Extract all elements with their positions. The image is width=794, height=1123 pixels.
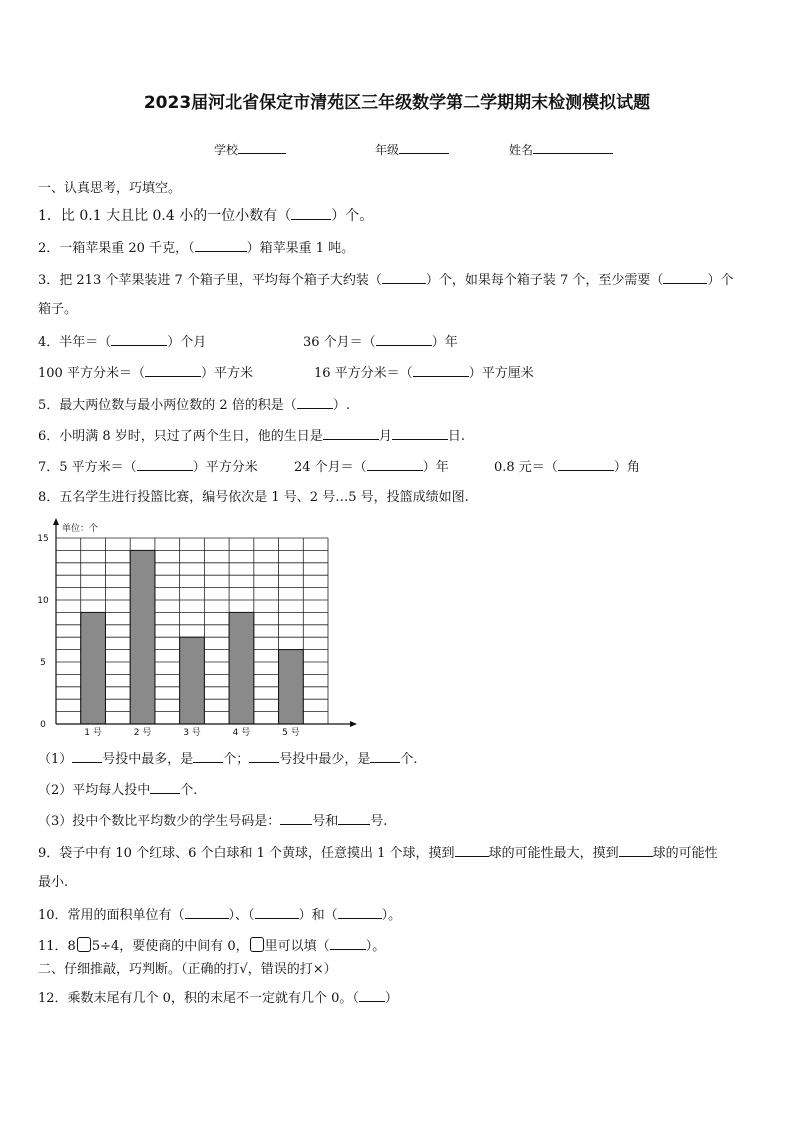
q10-sep-2: ）和（ xyxy=(298,908,338,923)
question-8: 8．五名学生进行投篮比赛，编号依次是 1 号、2 号…5 号，投篮成绩如图. xyxy=(38,490,469,505)
question-9 xyxy=(38,844,718,862)
q8-1-blank-1[interactable] xyxy=(72,750,102,763)
q4a-text: 4．半年＝（ xyxy=(38,335,112,350)
q11-text: 11．8 xyxy=(38,939,76,954)
name-label: 姓名 xyxy=(509,143,534,157)
q7a-text: 7．5 平方米＝（ xyxy=(38,460,137,475)
q3-blank-2[interactable] xyxy=(663,271,707,284)
question-8-part-1 xyxy=(38,750,417,768)
q8-1-blank-2[interactable] xyxy=(193,750,223,763)
x-tick-label: 3 号 xyxy=(183,728,201,738)
q11-text-2: 里可以填（ xyxy=(264,939,330,954)
q10-blank-2[interactable] xyxy=(255,906,299,919)
q4a-blank[interactable] xyxy=(111,333,167,346)
q12-text: 12．乘数末尾有几个 0，积的末尾不一定就有几个 0。（ xyxy=(38,991,359,1006)
school-label: 学校 xyxy=(214,143,239,157)
question-4d xyxy=(314,364,534,382)
q10-sep-1: ）、（ xyxy=(228,908,255,923)
bar xyxy=(180,637,205,724)
q9-text: 9．袋子中有 10 个红球、6 个白球和 1 个黄球，任意摸出 1 个球，摸到 xyxy=(38,846,455,861)
bar xyxy=(81,612,106,724)
q8-1-blank-3[interactable] xyxy=(249,750,279,763)
q4b-unit: ）年 xyxy=(431,335,458,350)
q5-text: 5．最大两位数与最小两位数的 2 倍的积是（ xyxy=(38,398,297,413)
q9-blank-2[interactable] xyxy=(619,844,653,857)
q8-3-text-mid: 号和 xyxy=(312,814,339,829)
q11-blank[interactable] xyxy=(330,937,366,950)
school-blank[interactable] xyxy=(238,141,286,154)
q6-blank-day[interactable] xyxy=(392,427,448,440)
q1-text-end: ）个。 xyxy=(331,208,374,224)
q12-blank[interactable] xyxy=(359,989,385,1002)
q11-box-1[interactable] xyxy=(77,937,91,952)
q11-box-2 xyxy=(250,937,264,952)
q9-text-mid: 球的可能性最大，摸到 xyxy=(488,846,619,861)
section-1-heading: 一、认真思考，巧填空。 xyxy=(38,181,182,196)
question-12 xyxy=(38,989,398,1007)
q4d-blank[interactable] xyxy=(413,364,469,377)
chart-unit-label: 单位：个 xyxy=(62,524,99,534)
x-tick-label: 4 号 xyxy=(232,728,251,738)
y-axis-arrow-icon xyxy=(53,518,59,525)
q10-text-end: ）。 xyxy=(381,908,402,923)
page-title: 2023届河北省保定市清苑区三年级数学第二学期期末检测模拟试题 xyxy=(143,93,651,113)
q3-text-mid: ）个，如果每个箱子装 7 个，至少需要（ xyxy=(425,273,664,288)
x-tick-label: 5 号 xyxy=(282,728,300,738)
q4d-text: 16 平方分米＝（ xyxy=(314,366,413,381)
question-7b xyxy=(294,458,449,476)
x-tick-label: 2 号 xyxy=(133,728,152,738)
question-6 xyxy=(38,427,465,445)
name-field xyxy=(509,141,613,158)
q10-text: 10．常用的面积单位有（ xyxy=(38,908,185,923)
q7a-blank[interactable] xyxy=(137,458,193,471)
q4a-unit: ）个月 xyxy=(167,335,207,350)
q6-day-label: 日. xyxy=(447,429,465,444)
question-3-continued: 箱子。 xyxy=(38,302,78,317)
question-1 xyxy=(38,207,373,224)
x-tick-label: 1 号 xyxy=(84,728,102,738)
grade-label: 年级 xyxy=(375,143,400,157)
q7b-unit: ）年 xyxy=(422,460,449,475)
q8-1-text-end: 个. xyxy=(400,752,418,767)
q2-text: 2．一箱苹果重 20 千克，（ xyxy=(38,241,195,256)
q2-text-end: ）箱苹果重 1 吨。 xyxy=(246,241,355,256)
question-5 xyxy=(38,396,350,414)
question-7a xyxy=(38,458,258,476)
q1-blank[interactable] xyxy=(291,207,331,220)
question-9-continued: 最小. xyxy=(38,875,69,890)
q8-3-text-end: 号. xyxy=(370,814,388,829)
y-tick-label: 5 xyxy=(40,658,46,668)
q9-text-end: 球的可能性 xyxy=(652,846,718,861)
q8-3-blank-2[interactable] xyxy=(338,812,370,825)
q7c-text: 0.8 元＝（ xyxy=(494,460,558,475)
bar-chart xyxy=(28,518,368,738)
q10-blank-1[interactable] xyxy=(185,906,229,919)
q4c-unit: ）平方米 xyxy=(200,366,253,381)
q8-1-blank-4[interactable] xyxy=(370,750,400,763)
question-4a xyxy=(38,333,206,351)
question-4b xyxy=(303,333,458,351)
q4b-text: 36 个月＝（ xyxy=(303,335,376,350)
y-tick-label: 10 xyxy=(37,596,49,606)
q8-2-text: （2）平均每人投中 xyxy=(38,783,151,798)
section-2-heading: 二、仔细推敲，巧判断。（正确的打√，错误的打×） xyxy=(38,962,337,977)
q8-1-text-mid: 个； xyxy=(223,752,250,767)
bar xyxy=(279,650,304,724)
question-11 xyxy=(38,937,385,955)
q6-blank-month[interactable] xyxy=(323,427,379,440)
q8-3-blank-1[interactable] xyxy=(280,812,312,825)
q8-3-text: （3）投中个数比平均数少的学生号码是： xyxy=(38,814,281,829)
question-8-part-2 xyxy=(38,781,197,799)
grade-blank[interactable] xyxy=(399,141,449,154)
q8-1-label: （1） xyxy=(38,752,73,767)
q7b-text: 24 个月＝（ xyxy=(294,460,367,475)
x-axis-arrow-icon xyxy=(350,721,357,727)
q11-text-end: ）。 xyxy=(365,939,386,954)
q7a-unit: ）平方分米 xyxy=(192,460,258,475)
question-8-part-3 xyxy=(38,812,387,830)
q3-blank-1[interactable] xyxy=(382,271,426,284)
q7c-unit: ）角 xyxy=(613,460,640,475)
name-blank[interactable] xyxy=(533,141,613,154)
chart-labels xyxy=(37,522,299,738)
q10-blank-3[interactable] xyxy=(338,906,382,919)
q8-2-text-end: 个. xyxy=(180,783,198,798)
y-tick-label: 0 xyxy=(40,720,46,730)
question-10 xyxy=(38,906,401,924)
q7c-blank[interactable] xyxy=(558,458,614,471)
q5-blank[interactable] xyxy=(297,396,333,409)
q8-2-blank[interactable] xyxy=(150,781,180,794)
q7b-blank[interactable] xyxy=(367,458,423,471)
question-3 xyxy=(38,271,733,289)
q4c-text: 100 平方分米＝（ xyxy=(38,366,145,381)
question-4c xyxy=(38,364,253,382)
q6-month-label: 月 xyxy=(378,429,392,444)
q4b-blank[interactable] xyxy=(376,333,432,346)
q12-text-end: ） xyxy=(384,991,398,1006)
school-field xyxy=(214,141,286,158)
q8-1-text-2: 号投中最少，是 xyxy=(279,752,371,767)
bar xyxy=(130,550,155,724)
question-2 xyxy=(38,239,354,257)
q6-text: 6．小明满 8 岁时，只过了两个生日，他的生日是 xyxy=(38,429,323,444)
q3-text: 3．把 213 个苹果装进 7 个箱子里，平均每个箱子大约装（ xyxy=(38,273,382,288)
y-tick-label: 15 xyxy=(37,534,49,544)
bar xyxy=(229,612,254,724)
q11-text-mid: 5÷4，要使商的中间有 0， xyxy=(91,939,249,954)
question-7c xyxy=(494,458,640,476)
q2-blank[interactable] xyxy=(195,239,247,252)
q4d-unit: ）平方厘米 xyxy=(468,366,534,381)
q9-blank-1[interactable] xyxy=(455,844,489,857)
q8-1-text: 号投中最多，是 xyxy=(102,752,194,767)
q1-text: 1．比 0.1 大且比 0.4 小的一位小数有（ xyxy=(38,208,292,224)
grade-field xyxy=(375,141,449,158)
q5-text-end: ）. xyxy=(332,398,350,413)
q4c-blank[interactable] xyxy=(145,364,201,377)
q3-text-end: ）个 xyxy=(707,273,734,288)
